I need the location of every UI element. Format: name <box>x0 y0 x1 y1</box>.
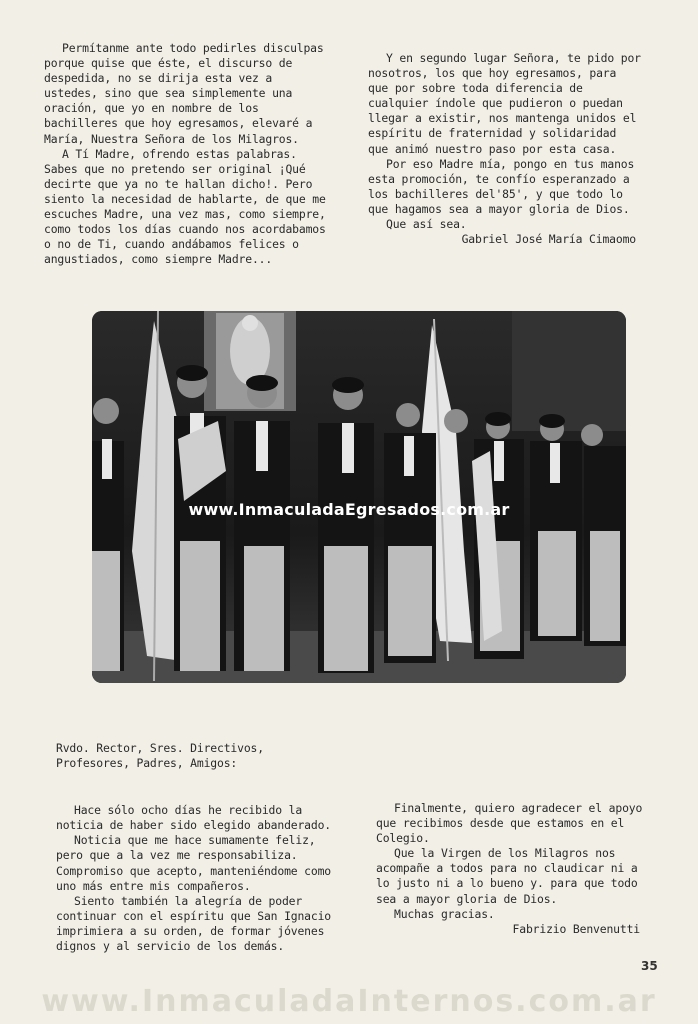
paragraph: Que así sea. <box>386 217 467 232</box>
paragraph: Siento también la alegría de poder continuar con el espíritu que San Ignacio imprimiera a su orden, de formar jóvenes dignos y al servicio de los demás. <box>56 893 332 954</box>
paragraph: Noticia que me hace sumamente feliz, pero que a la vez me responsabiliza. Compromiso que acepto, manteniéndome como uno más entre mis compañeros. <box>56 833 332 893</box>
signature-gabriel: Gabriel José María Cimaomo <box>461 232 636 247</box>
graduates-photo <box>92 311 626 683</box>
paragraph: Finalmente, quiero agradecer el apoyo que recibimos desde que estamos en el Colegio. <box>376 801 643 846</box>
photo-watermark: www.InmaculadaEgresados.com.ar <box>188 500 510 519</box>
paragraph: Por eso Madre mía, pongo en tus manos esta promoción, te confío esperanzado a los bachilleres del'85', y que todo lo que hagamos sea a mayor gloria de Dios. <box>368 156 635 216</box>
signature-fabrizio: Fabrizio Benvenutti <box>512 921 640 936</box>
paragraph: Muchas gracias. <box>394 906 495 921</box>
footer-watermark: www.InmaculadaInternos.com.ar <box>41 984 657 1019</box>
paragraph: Permítanme ante todo pedirles disculpas porque quise que éste, el discurso de despedida, no se dirija esta vez a ustedes, sino que sea simplemente una oración, que yo en nombre de los bachilleres que hoy egresamos, elevaré a María, Nuestra Señora de los Milagros. <box>44 41 324 146</box>
speech-1-text <box>44 41 332 267</box>
paragraph: Hace sólo ocho días he recibido la noticia de haber sido elegido abanderado. <box>56 803 332 833</box>
page-number: 35 <box>641 959 658 973</box>
paragraph: Y en segundo lugar Señora, te pido por nosotros, los que hoy egresamos, para que por sobre toda diferencia de cualquier índole que pudieron o puedan llegar a existir, nos mantenga unidos el espíritu de fraternidad y solidaridad que animó nuestro paso por esta casa. <box>368 51 641 156</box>
graduates-photo-image <box>92 311 626 683</box>
speech-2-text <box>56 741 334 954</box>
speech-1-continuation <box>368 51 642 247</box>
salutation: Rvdo. Rector, Sres. Directivos, Profesores, Padres, Amigos: <box>56 741 264 771</box>
paragraph: Que la Virgen de los Milagros nos acompañe a todos para no claudicar ni a lo justo ni a lo bueno y. para que todo sea a mayor gloria de Dios. <box>376 846 638 906</box>
paragraph: A Tí Madre, ofrendo estas palabras. Sabes que no pretendo ser original ¡Qué decirte que ya no te hallan dicho!. Pero siento la necesidad de hablarte, de que me escuches Madre, una vez mas, como siempre, como todos los días cuando nos acordabamos o no de Ti, cuando andábamos felices o angustiados, como siempre Madre... <box>44 146 326 267</box>
speech-2-continuation <box>376 801 646 937</box>
